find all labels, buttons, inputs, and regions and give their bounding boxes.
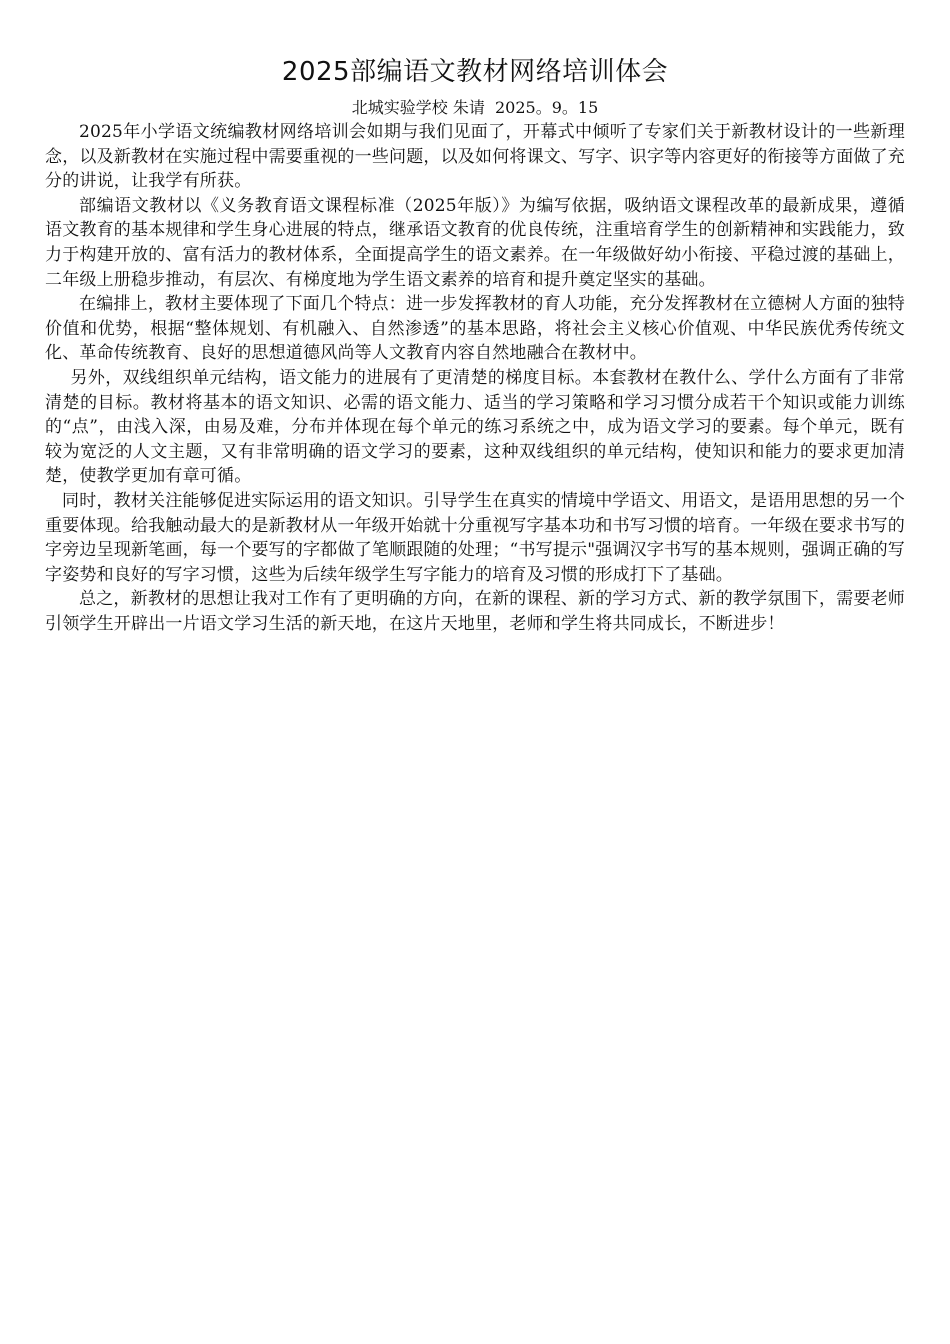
author-byline: 北城实验学校 朱请 2025。9。15 [351, 98, 599, 117]
document-title: 2025部编语文教材网络培训体会 [281, 57, 669, 87]
paragraph-arrangement: 在编排上，教材主要体现了下面几个特点：进一步发挥教材的育人功能，充分发挥教材在立德树人方面的独特价值和优势，根据“整体规划、有机融入、自然渗透”的基本思路，将社会主义核心价值观、中华民族优秀传统文化、革命传统教育、良好的思想道德风尚等人文教育内容自然地融合在教材中。 [45, 294, 905, 364]
paragraph-intro: 2025年小学语文统编教材网络培训会如期与我们见面了，开幕式中倾听了专家们关于新教材设计的一些新理念，以及新教材在实施过程中需要重视的一些问题，以及如何将课文、写字、识字等内容更好的衔接等方面做了充分的讲说，让我学有所获。 [45, 122, 905, 192]
paragraph-conclusion: 总之，新教材的思想让我对工作有了更明确的方向，在新的课程、新的学习方式、新的教学氛围下，需要老师引领学生开辟出一片语文学习生活的新天地，在这片天地里，老师和学生将共同成长，不断进步！ [45, 589, 905, 634]
paragraph-textbook-basis: 部编语文教材以《义务教育语文课程标准（2025年版）》为编写依据，吸纳语文课程改革的最新成果，遵循语文教育的基本规律和学生身心进展的特点，继承语文教育的优良传统，注重培育学生的创新精神和实践能力，致力于构建开放的、富有活力的教材体系，全面提高学生的语文素养。在一年级做好幼小衔接、平稳过渡的基础上，二年级上册稳步推动，有层次、有梯度地为学生语文素养的培育和提升奠定坚实的基础。 [45, 195, 905, 290]
paragraph-practical-knowledge: 同时，教材关注能够促进实际运用的语文知识。引导学生在真实的情境中学语文、用语文，是语用思想的另一个重要体现。给我触动最大的是新教材从一年级开始就十分重视写字基本功和书写习惯的培育。一年级在要求书写的字旁边呈现新笔画，每一个要写的字都做了笔顺跟随的处理；“书写提示"强调汉字书写的基本规则，强调正确的写字姿势和良好的写字习惯，这些为后续年级学生写字能力的培育及习惯的形成打下了基础。 [45, 490, 905, 585]
document-page [45, 52, 905, 636]
paragraph-dual-line-structure: 另外，双线组织单元结构，语文能力的进展有了更清楚的梯度目标。本套教材在教什么、学什么方面有了非常清楚的目标。教材将基本的语文知识、必需的语文能力、适当的学习策略和学习习惯分成若干个知识或能力训练的“点”，由浅入深，由易及难，分布并体现在每个单元的练习系统之中，成为语文学习的要素。每个单元，既有较为宽泛的人文主题，又有非常明确的语文学习的要素，这种双线组织的单元结构，使知识和能力的要求更加清楚，使教学更加有章可循。 [45, 367, 905, 487]
